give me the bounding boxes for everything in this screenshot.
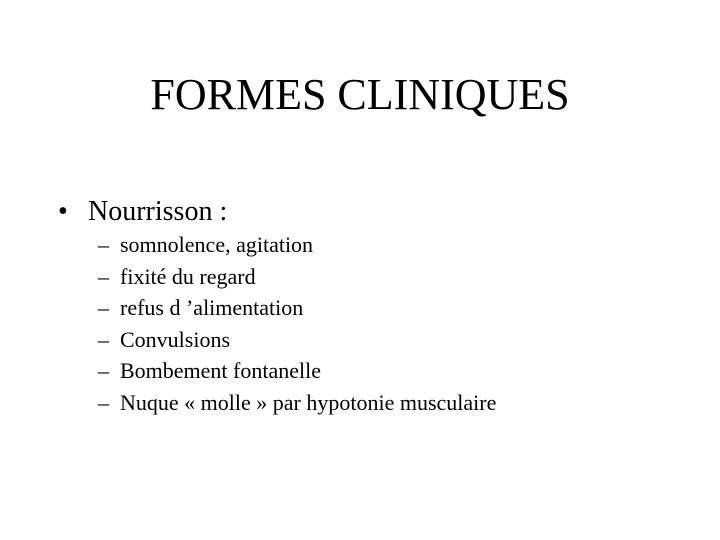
list-item-label: fixité du regard: [120, 263, 256, 289]
main-bullet-label: Nourrisson :: [88, 196, 228, 227]
main-bullet: [58, 195, 227, 229]
list-item: [98, 355, 496, 387]
list-item: [98, 324, 496, 356]
list-item-label: Nuque « molle » par hypotonie musculaire: [120, 389, 497, 415]
bullet-icon: •: [58, 196, 68, 227]
list-item-label: refus d ’alimentation: [120, 295, 304, 321]
dash-icon: –: [98, 295, 109, 321]
list-item: [98, 387, 496, 419]
list-item-label: Bombement fontanelle: [120, 358, 321, 384]
list-item: [98, 261, 496, 293]
slide-title: FORMES CLINIQUES: [150, 70, 570, 119]
list-item: [98, 292, 496, 324]
list-item: [98, 229, 496, 261]
dash-icon: –: [98, 263, 109, 289]
dash-icon: –: [98, 232, 109, 257]
sub-bullet-list: [98, 229, 496, 419]
dash-icon: –: [98, 358, 109, 384]
dash-icon: –: [98, 326, 109, 352]
list-item-label: somnolence, agitation: [120, 232, 314, 257]
list-item-label: Convulsions: [120, 326, 231, 352]
dash-icon: –: [98, 389, 109, 415]
